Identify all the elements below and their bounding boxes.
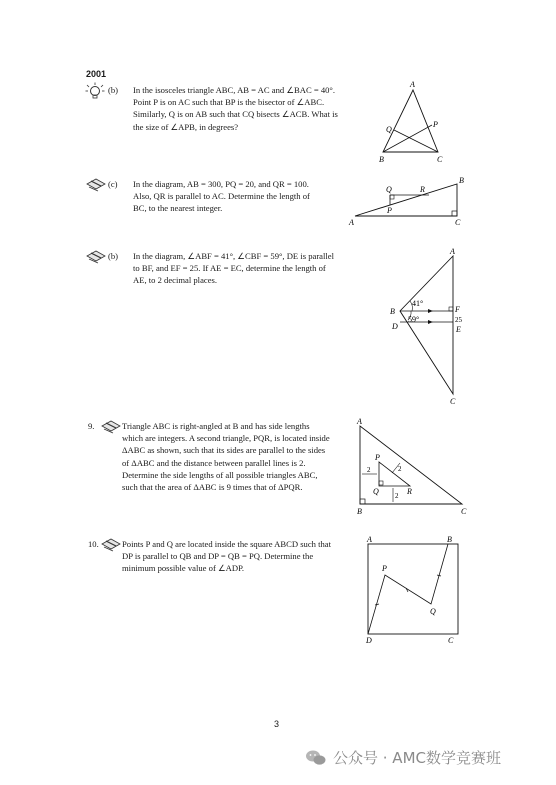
angle-label: 41°	[412, 299, 424, 308]
vertex-label: B	[379, 155, 384, 164]
vertex-label: B	[357, 507, 362, 516]
problem-text: In the diagram, AB = 300, PQ = 20, and QR = 100. Also, QR is parallel to AC. Determine the length of BC, to the nearest integer.	[133, 179, 310, 214]
vertex-label: D	[366, 636, 372, 645]
point-label: Q	[373, 487, 379, 496]
problem-text: In the isosceles triangle ABC, AB = AC and ∠BAC = 40°. Point P is on AC such that BP is the bisector of ∠ABC. Similarly, Q is on AB such that CQ bisects ∠ACB. What is the size of ∠APB, in degrees?	[133, 85, 338, 132]
wechat-logo-icon	[305, 749, 327, 766]
pencil-paper-icon	[101, 418, 121, 434]
lightbulb-icon	[85, 82, 105, 102]
point-label: R	[407, 487, 412, 496]
problem-label: (c)	[108, 179, 118, 189]
distance-label: 2	[367, 466, 371, 474]
figure-isosceles-triangle	[370, 78, 470, 170]
point-label: P	[387, 206, 392, 215]
section-year: 2001	[86, 69, 107, 79]
point-label: P	[375, 453, 380, 462]
vertex-label: A	[349, 218, 354, 227]
vertex-label: B	[390, 307, 395, 316]
figure-angle-triangle	[378, 244, 473, 408]
vertex-label: B	[447, 535, 452, 544]
vertex-label: C	[450, 397, 456, 406]
problem-label: (b)	[108, 85, 119, 95]
problem-text: In the diagram, ∠ABF = 41°, ∠CBF = 59°, DE is parallel to BF, and EF = 25. If AE = EC, determine the length of AE, to 2 decimal places.	[133, 251, 334, 286]
vertex-label: C	[455, 218, 461, 227]
problem-text: Points P and Q are located inside the square ABCD such that DP is parallel to QB and DP = QB = PQ. Determine the minimum possible value of ∠ADP.	[122, 539, 331, 574]
vertex-label: A	[410, 80, 415, 89]
length-label: 25	[455, 316, 462, 324]
watermark-text: 公众号 · AMC数学竞赛班	[333, 749, 501, 767]
vertex-label: A	[367, 535, 372, 544]
pencil-paper-icon	[86, 248, 106, 264]
point-label: D	[392, 322, 398, 331]
problem-label: 9.	[88, 421, 95, 431]
distance-label: 2	[398, 465, 402, 473]
vertex-label: A	[357, 417, 362, 426]
problem-label: 10.	[88, 539, 99, 549]
problem-label: (b)	[108, 251, 119, 261]
pencil-paper-icon	[86, 176, 106, 192]
figure-square	[358, 532, 468, 648]
point-label: Q	[430, 607, 436, 616]
problem-text: Triangle ABC is right-angled at B and has side lengths which are integers. A second triangle, PQR, is located inside ΔABC as shown, such that its sides are parallel to the sides of ΔABC and the distance between parallel lines is 2. Determine the side lengths of all possible triangles ABC, such that the area of ΔABC is 9 times that of ΔPQR.	[122, 421, 330, 493]
vertex-label: C	[448, 636, 454, 645]
page-number: 3	[274, 719, 280, 729]
vertex-label: A	[450, 247, 455, 256]
point-label: R	[420, 185, 425, 194]
angle-label: 59°	[408, 315, 420, 324]
point-label: P	[433, 120, 438, 129]
watermark	[305, 747, 501, 768]
figure-right-triangle	[345, 172, 470, 228]
point-label: F	[455, 305, 460, 314]
distance-label: 2	[395, 492, 399, 500]
pencil-paper-icon	[101, 536, 121, 552]
vertex-label: C	[461, 507, 467, 516]
point-label: Q	[386, 125, 392, 134]
point-label: E	[456, 325, 461, 334]
point-label: Q	[386, 185, 392, 194]
figure-nested-triangles	[348, 416, 472, 518]
vertex-label: C	[437, 155, 443, 164]
vertex-label: B	[459, 176, 464, 185]
point-label: P	[382, 564, 387, 573]
